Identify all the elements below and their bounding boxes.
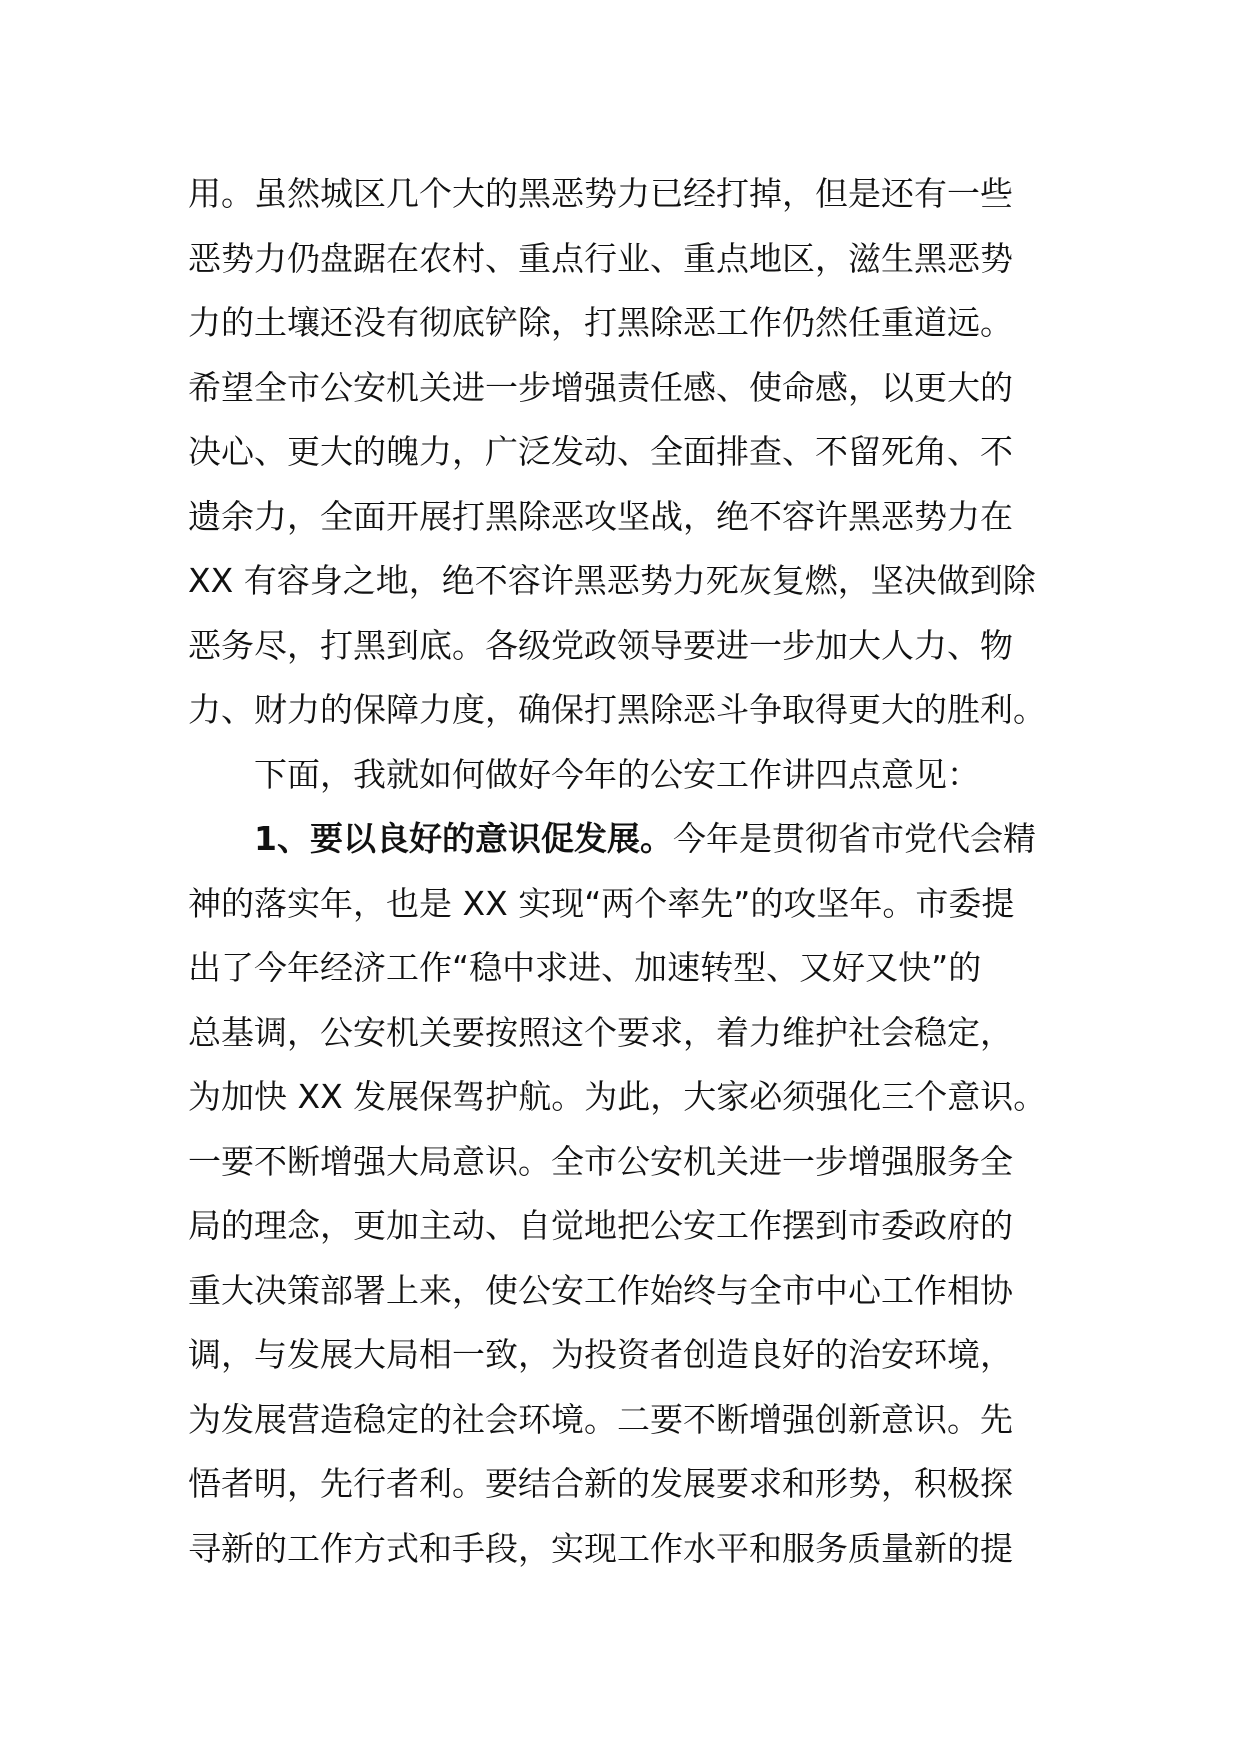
text-line (188, 1259, 1068, 1324)
paragraph-intro (188, 743, 1068, 808)
text-line (188, 485, 1068, 550)
line-text: 用。虽然城区几个大的黑恶势力已经打掉，但是还有一些 (188, 174, 1013, 213)
text-line (188, 1130, 1068, 1195)
section-heading-line (188, 807, 1068, 872)
text-line (188, 549, 1068, 614)
line-text: 神的落实年，也是 XX 实现“两个率先”的攻坚年。市委提 (188, 883, 1015, 923)
text-line (188, 614, 1068, 679)
line-text: 总基调，公安机关要按照这个要求，着力维护社会稳定， (188, 1012, 1013, 1052)
line-text: 悟者明，先行者利。要结合新的发展要求和形势，积极探 (188, 1464, 1013, 1503)
line-text: XX 有容身之地，绝不容许黑恶势力死灰复燃，坚决做到除 (188, 561, 1036, 600)
line-text: 重大决策部署上来，使公安工作始终与全市中心工作相协 (188, 1270, 1013, 1310)
body-text (188, 162, 1068, 1581)
text-line (188, 1323, 1068, 1388)
line-text: 为发展营造稳定的社会环境。二要不断增强创新意识。先 (188, 1399, 1013, 1439)
line-text: 为加快 XX 发展保驾护航。为此，大家必须强化三个意识。 (188, 1077, 1047, 1116)
line-text: 力的土壤还没有彻底铲除，打黑除恶工作仍然任重道远。 (188, 303, 1013, 342)
text-line (188, 872, 1068, 937)
text-line (188, 356, 1068, 421)
line-text: 希望全市公安机关进一步增强责任感、使命感，以更大的 (188, 367, 1013, 407)
text-line (188, 1517, 1068, 1582)
text-line (188, 291, 1068, 356)
line-text: 恶务尽，打黑到底。各级党政领导要进一步加大人力、物 (188, 625, 1013, 665)
text-line (188, 1065, 1068, 1130)
text-line (188, 162, 1068, 227)
line-text: 力、财力的保障力度，确保打黑除恶斗争取得更大的胜利。 (188, 690, 1046, 729)
line-text: 恶势力仍盘踞在农村、重点行业、重点地区，滋生黑恶势 (188, 238, 1013, 278)
text-line (188, 1194, 1068, 1259)
line-text: 决心、更大的魄力，广泛发动、全面排查、不留死角、不 (188, 432, 1013, 471)
line-text: 调，与发展大局相一致，为投资者创造良好的治安环境， (188, 1335, 1013, 1374)
line-text: 出了今年经济工作“稳中求进、加速转型、又好又快”的 (188, 948, 982, 987)
text-line (188, 936, 1068, 1001)
text-line (188, 1452, 1068, 1517)
line-text: 寻新的工作方式和手段，实现工作水平和服务质量新的提 (188, 1528, 1013, 1568)
line-text: 下面，我就如何做好今年的公安工作讲四点意见： (254, 754, 980, 794)
line-text: 一要不断增强大局意识。全市公安机关进一步增强服务全 (188, 1141, 1013, 1181)
line-text: 今年是贯彻省市党代会精 (672, 819, 1036, 858)
text-line (188, 227, 1068, 292)
line-text: 遗余力，全面开展打黑除恶攻坚战，绝不容许黑恶势力在 (188, 496, 1013, 536)
text-line (188, 420, 1068, 485)
text-line (188, 1001, 1068, 1066)
text-line (188, 1388, 1068, 1453)
section-heading: 1、要以良好的意识促发展。 (254, 819, 673, 858)
line-text: 局的理念，更加主动、自觉地把公安工作摆到市委政府的 (188, 1206, 1013, 1245)
text-line (188, 678, 1068, 743)
